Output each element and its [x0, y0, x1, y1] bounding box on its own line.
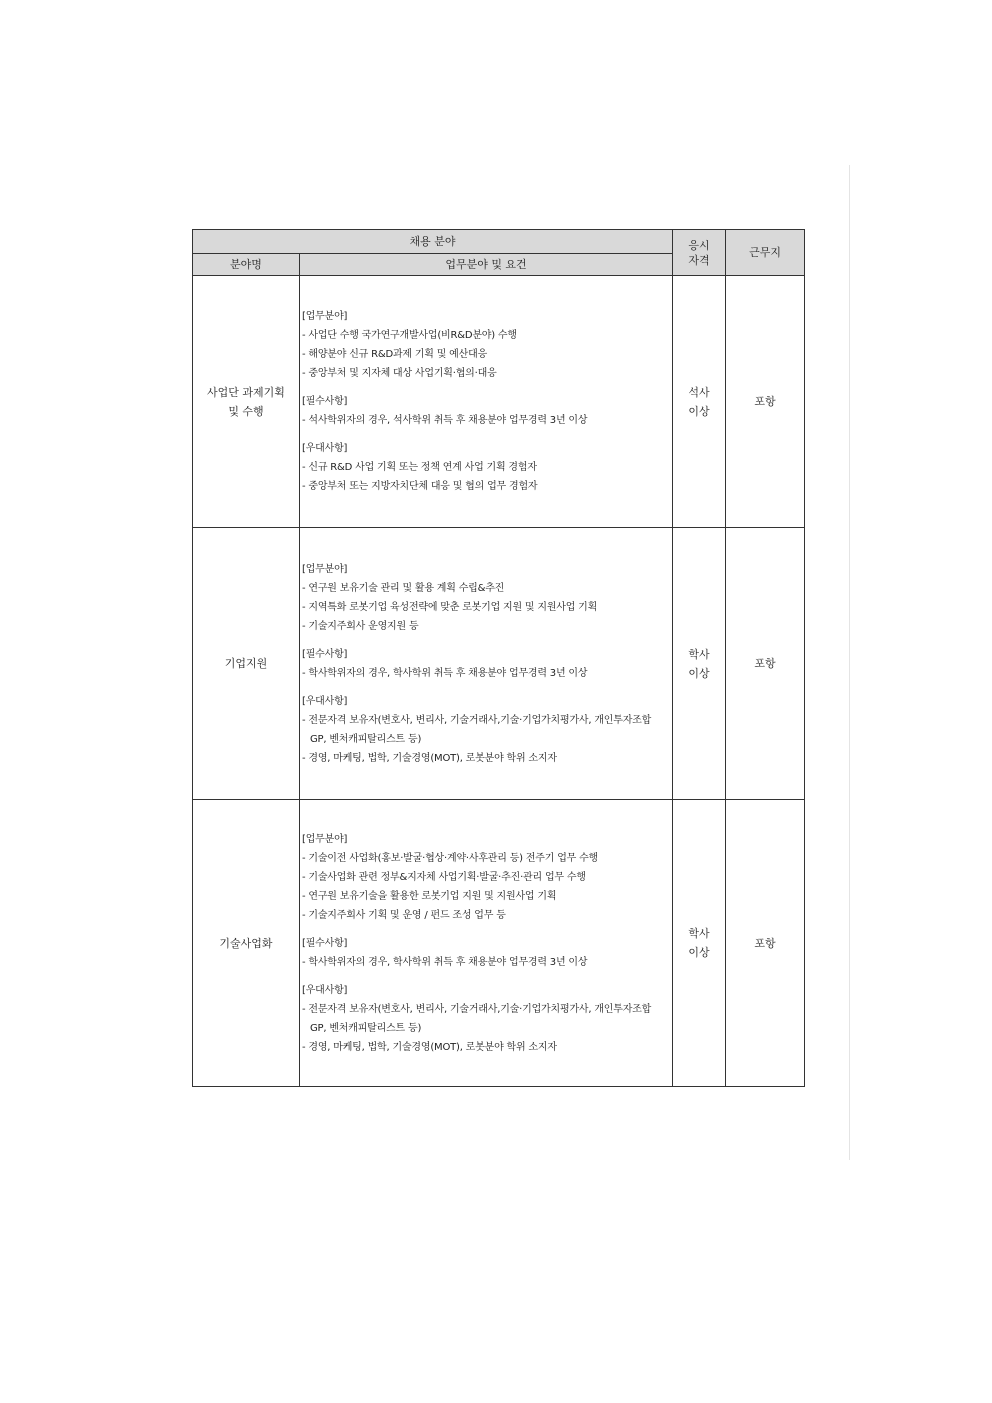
requirement-section — [302, 645, 668, 683]
duty-line: - 기술이전 사업화(홍보·발굴·협상·계약·사후관리 등) 전주기 업무 수행 — [302, 852, 599, 864]
section-title: [필수사항] — [302, 396, 348, 407]
duty-line: - 지역특화 로봇기업 육성전략에 맞춘 로봇기업 지원 및 지원사업 기획 — [302, 601, 598, 613]
table-row — [193, 800, 805, 1087]
preference-line: - 경영, 마케팅, 법학, 기술경영(MOT), 로봇분야 학위 소지자 — [302, 1041, 557, 1053]
workplace-cell: 포항 — [726, 800, 805, 1087]
duty-line: - 연구원 보유기술 관리 및 활용 계획 수립&추진 — [302, 582, 505, 594]
requirement-line: - 학사학위자의 경우, 학사학위 취득 후 채용분야 업무경력 3년 이상 — [302, 667, 588, 679]
duty-line: - 사업단 수행 국가연구개발사업(비R&D분야) 수행 — [302, 330, 517, 341]
section-title: [우대사항] — [302, 984, 348, 996]
requirement-line: - 학사학위자의 경우, 학사학위 취득 후 채용분야 업무경력 3년 이상 — [302, 956, 588, 968]
header-field-group: 채용 분야 — [193, 230, 673, 254]
section-title: [업무분야] — [302, 311, 348, 322]
duties-cell — [300, 800, 673, 1087]
qualification-cell: 석사 이상 — [673, 276, 726, 528]
section-title: [우대사항] — [302, 695, 348, 707]
table-row — [193, 276, 805, 528]
duty-line: - 기술지주회사 운영지원 등 — [302, 620, 419, 632]
requirement-section — [302, 934, 668, 972]
recruitment-table — [192, 229, 805, 1087]
section-title: [필수사항] — [302, 648, 348, 660]
requirement-section — [302, 392, 668, 430]
section-title: [우대사항] — [302, 443, 348, 454]
qualification-cell: 학사 이상 — [673, 528, 726, 800]
field-name-cell: 사업단 과제기획 및 수행 — [193, 276, 300, 528]
page-edge-line — [849, 165, 850, 1160]
duty-line: - 기술지주회사 기획 및 운영 / 펀드 조성 업무 등 — [302, 909, 506, 921]
header-qualification: 응시 자격 — [673, 230, 726, 276]
duty-line: - 해양분야 신규 R&D과제 기획 및 예산대응 — [302, 349, 488, 360]
preference-section — [302, 692, 668, 768]
duty-line: - 연구원 보유기술을 활용한 로봇기업 지원 및 지원사업 기획 — [302, 890, 557, 902]
workplace-cell: 포항 — [726, 276, 805, 528]
duty-line: - 기술사업화 관련 정부&지자체 사업기획·발굴·추진·관리 업무 수행 — [302, 871, 586, 883]
requirement-line: - 석사학위자의 경우, 석사학위 취득 후 채용분야 업무경력 3년 이상 — [302, 415, 588, 426]
preference-section — [302, 981, 668, 1057]
duties-section — [302, 830, 668, 925]
duties-section — [302, 560, 668, 636]
preference-line: - 전문자격 보유자(변호사, 변리사, 기술거래사,기술·기업가치평가사, 개인투자조합 GP, 벤처캐피탈리스트 등) — [302, 1003, 652, 1034]
section-title: [업무분야] — [302, 563, 348, 575]
field-name-cell: 기업지원 — [193, 528, 300, 800]
preference-line: - 중앙부처 또는 지방자치단체 대응 및 협의 업무 경험자 — [302, 481, 538, 492]
header-workplace: 근무지 — [726, 230, 805, 276]
preference-line: - 전문자격 보유자(변호사, 변리사, 기술거래사,기술·기업가치평가사, 개인투자조합 GP, 벤처캐피탈리스트 등) — [302, 714, 652, 745]
qualification-cell: 학사 이상 — [673, 800, 726, 1087]
preference-section — [302, 439, 668, 496]
section-title: [필수사항] — [302, 937, 348, 949]
section-title: [업무분야] — [302, 833, 348, 845]
header-duties: 업무분야 및 요건 — [300, 254, 673, 276]
duty-line: - 중앙부처 및 지자체 대상 사업기획·협의·대응 — [302, 368, 497, 379]
duties-section — [302, 307, 668, 383]
duties-cell — [300, 276, 673, 528]
table-row — [193, 528, 805, 800]
preference-line: - 신규 R&D 사업 기획 또는 정책 연계 사업 기획 경험자 — [302, 462, 537, 473]
preference-line: - 경영, 마케팅, 법학, 기술경영(MOT), 로봇분야 학위 소지자 — [302, 752, 557, 764]
header-field-name: 분야명 — [193, 254, 300, 276]
workplace-cell: 포항 — [726, 528, 805, 800]
field-name-cell: 기술사업화 — [193, 800, 300, 1087]
duties-cell — [300, 528, 673, 800]
